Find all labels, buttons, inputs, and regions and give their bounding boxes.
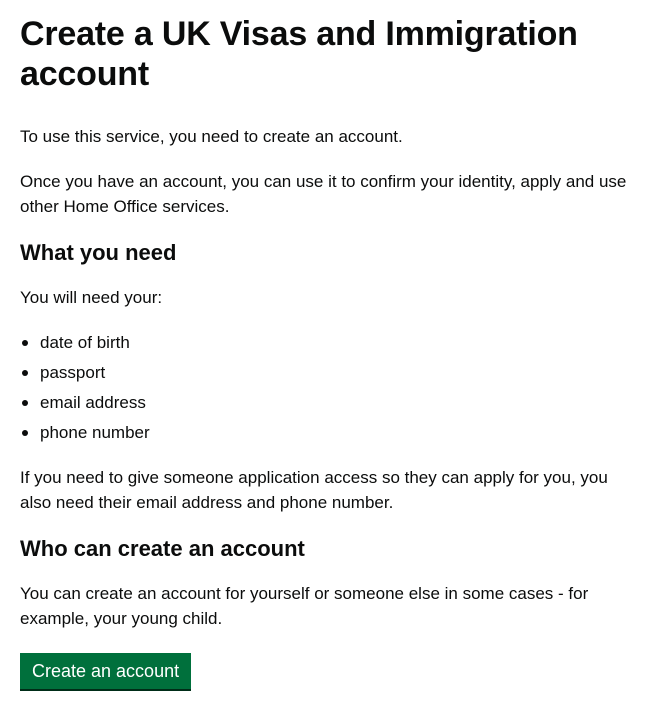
list-item: date of birth [20,330,634,355]
page-title: Create a UK Visas and Immigration account [20,15,578,93]
what-you-need-lead: You will need your: [20,288,163,307]
who-can-create-heading: Who can create an account [20,536,305,561]
who-can-create-body: You can create an account for yourself or someone else in some cases - for example, your young child. [20,584,589,628]
create-account-button[interactable]: Create an account [20,653,191,689]
intro-paragraph-1: To use this service, you need to create an account. [20,127,403,146]
list-item: email address [20,390,634,415]
what-you-need-heading: What you need [20,240,177,265]
requirements-list [20,330,634,445]
list-item: passport [20,360,634,385]
list-item: phone number [20,420,634,445]
intro-paragraph-2: Once you have an account, you can use it to confirm your identity, apply and use other Home Office services. [20,172,627,216]
application-access-note: If you need to give someone application access so they can apply for you, you also need their email address and phone number. [20,468,608,512]
